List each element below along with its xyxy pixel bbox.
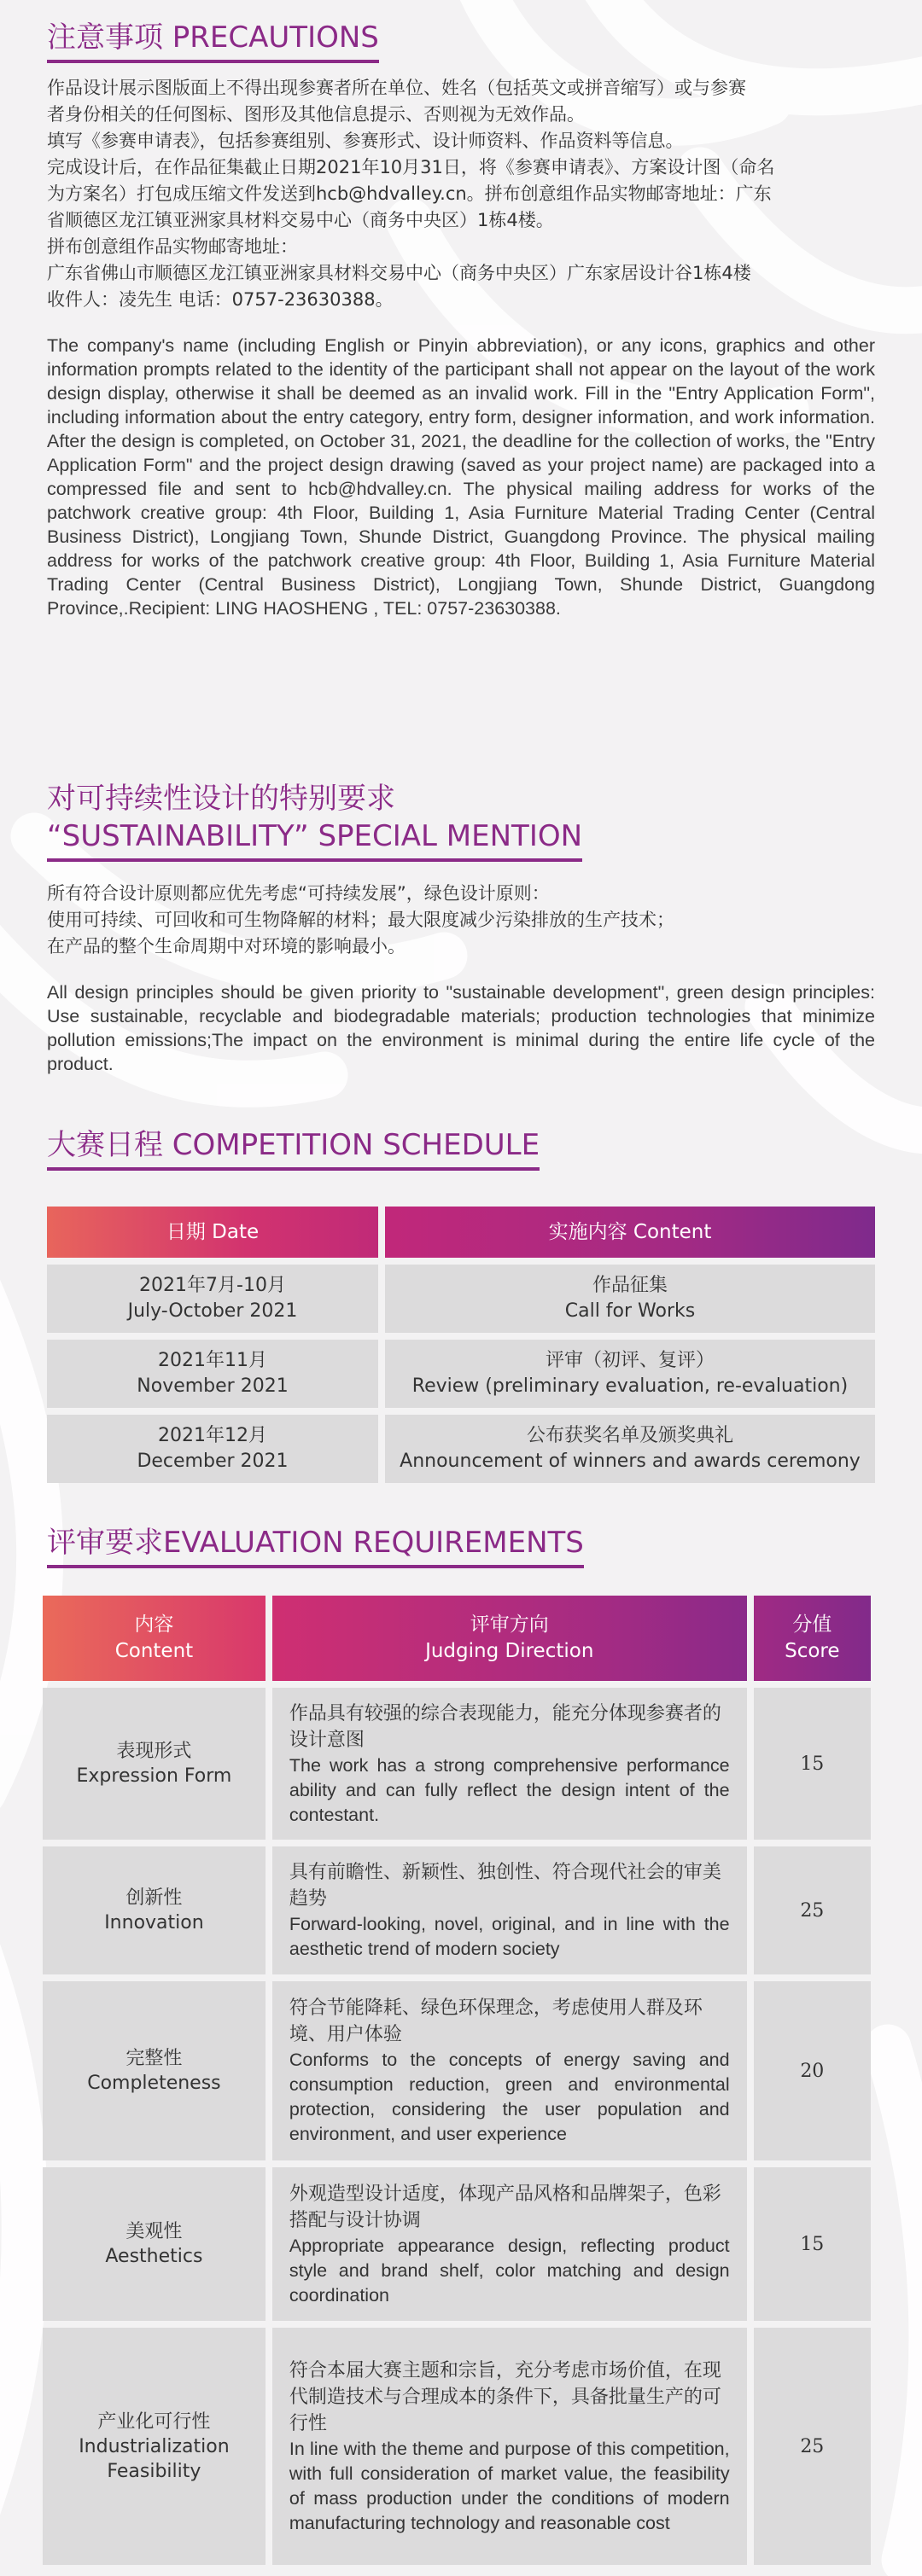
evaluation-name-cn: 产业化可行性 bbox=[97, 2410, 211, 2433]
evaluation-col-content-cn: 内容 bbox=[134, 1614, 174, 1636]
schedule-date-cell bbox=[47, 1340, 378, 1408]
evaluation-col-score-en: Score bbox=[785, 1640, 840, 1662]
schedule-date-en: December 2021 bbox=[137, 1451, 289, 1472]
evaluation-score: 15 bbox=[754, 1688, 871, 1840]
evaluation-row bbox=[43, 2328, 871, 2565]
schedule-content-cn: 评审（初评、复评） bbox=[545, 1350, 715, 1371]
schedule-table bbox=[47, 1207, 875, 1490]
evaluation-name-cell bbox=[43, 1846, 266, 1974]
evaluation-row bbox=[43, 2167, 871, 2321]
evaluation-name-cell bbox=[43, 1688, 266, 1840]
schedule-content-cn: 作品征集 bbox=[592, 1275, 668, 1296]
evaluation-name-cell bbox=[43, 2167, 266, 2321]
evaluation-direction-en: Forward-looking, novel, original, and in line with the aesthetic trend of modern society bbox=[289, 1914, 730, 1959]
evaluation-row bbox=[43, 1846, 871, 1974]
schedule-content-cell bbox=[385, 1415, 875, 1483]
precautions-cn-line: 填写《参赛申请表》，包括参赛组别、参赛形式、设计师资料、作品资料等信息。 bbox=[47, 131, 684, 151]
evaluation-name-cell bbox=[43, 2328, 266, 2565]
evaluation-score: 25 bbox=[754, 2328, 871, 2565]
evaluation-name-cell bbox=[43, 1981, 266, 2160]
evaluation-direction-en: The work has a strong comprehensive performance ability and can fully reflect the design intent of the contestant. bbox=[289, 1754, 730, 1825]
evaluation-direction-cell bbox=[272, 1981, 747, 2160]
schedule-date-cell bbox=[47, 1415, 378, 1483]
schedule-content-en: Review (preliminary evaluation, re-evaluation) bbox=[411, 1375, 849, 1397]
precautions-cn-line: 收件人：凌先生 电话：0757-23630388。 bbox=[47, 289, 394, 310]
evaluation-row bbox=[43, 1688, 871, 1840]
evaluation-direction-cn: 具有前瞻性、新颖性、独创性、符合现代社会的审美趋势 bbox=[289, 1862, 721, 1910]
schedule-date-en: November 2021 bbox=[137, 1375, 289, 1397]
sustainability-cn-line: 使用可持续、可回收和可生物降解的材料；最大限度减少污染排放的生产技术； bbox=[47, 910, 674, 930]
schedule-content-cell bbox=[385, 1340, 875, 1408]
schedule-heading-wrap bbox=[47, 1126, 875, 1171]
evaluation-direction-en: Appropriate appearance design, reflecting product style and brand shelf, color matching and design coordination bbox=[289, 2235, 730, 2306]
sustainability-cn-line: 在产品的整个生命周期中对环境的影响最小。 bbox=[47, 936, 406, 957]
evaluation-name-en: Expression Form bbox=[76, 1765, 232, 1787]
evaluation-name-en: Aesthetics bbox=[105, 2246, 203, 2267]
evaluation-direction-cn: 作品具有较强的综合表现能力，能充分体现参赛者的设计意图 bbox=[289, 1702, 721, 1751]
sustainability-cn-line: 所有符合设计原则都应优先考虑“可持续发展”，绿色设计原则： bbox=[47, 883, 550, 904]
evaluation-name-cn: 美观性 bbox=[125, 2221, 183, 2242]
schedule-col-date: 日期 Date bbox=[47, 1207, 378, 1258]
evaluation-col-content bbox=[43, 1596, 266, 1681]
precautions-cn-line: 作品设计展示图版面上不得出现参赛者所在单位、姓名（包括英文或拼音缩写）或与参赛 bbox=[47, 78, 746, 98]
schedule-header-row bbox=[47, 1207, 875, 1258]
evaluation-direction-cn: 符合节能降耗、绿色环保理念，考虑使用人群及环境、用户体验 bbox=[289, 1997, 703, 2045]
evaluation-score: 20 bbox=[754, 1981, 871, 2160]
evaluation-row bbox=[43, 1981, 871, 2160]
evaluation-col-direction-cn: 评审方向 bbox=[470, 1614, 549, 1636]
evaluation-heading: 评审要求EVALUATION REQUIREMENTS bbox=[47, 1524, 584, 1568]
evaluation-score: 15 bbox=[754, 2167, 871, 2321]
sustainability-cn-text bbox=[47, 881, 875, 960]
schedule-date-cn: 2021年7月-10月 bbox=[139, 1275, 286, 1296]
evaluation-col-score-cn: 分值 bbox=[792, 1614, 832, 1636]
evaluation-col-score bbox=[754, 1596, 871, 1681]
evaluation-col-direction bbox=[272, 1596, 747, 1681]
evaluation-direction-en: In line with the theme and purpose of this competition, with full consideration of market value, the feasibility of mass production under the conditions of modern manufacturing technology and reasonable cost bbox=[289, 2438, 730, 2533]
evaluation-direction-cell bbox=[272, 2328, 747, 2565]
evaluation-score: 25 bbox=[754, 1846, 871, 1974]
sustainability-heading bbox=[47, 780, 582, 862]
evaluation-name-cn: 完整性 bbox=[125, 2048, 183, 2069]
schedule-content-en: Call for Works bbox=[564, 1300, 696, 1322]
schedule-row bbox=[47, 1340, 875, 1408]
precautions-section bbox=[47, 19, 875, 620]
evaluation-direction-en: Conforms to the concepts of energy saving and consumption reduction, green and environmental protection, considering the user population and environment, and user experience bbox=[289, 2050, 730, 2144]
precautions-cn-line: 拼布创意组作品实物邮寄地址： bbox=[47, 236, 298, 257]
evaluation-col-direction-en: Judging Direction bbox=[425, 1640, 594, 1662]
schedule-date-en: July-October 2021 bbox=[127, 1300, 298, 1322]
schedule-heading: 大赛日程 COMPETITION SCHEDULE bbox=[47, 1126, 540, 1171]
precautions-cn-line: 完成设计后，在作品征集截止日期2021年10月31日，将《参赛申请表》、方案设计图（命名 bbox=[47, 157, 775, 177]
sustainability-section bbox=[47, 780, 875, 1076]
evaluation-direction-cell bbox=[272, 1688, 747, 1840]
schedule-date-cell bbox=[47, 1265, 378, 1333]
precautions-heading: 注意事项 PRECAUTIONS bbox=[47, 19, 379, 63]
sustainability-heading-cn: 对可持续性设计的特别要求 bbox=[47, 782, 395, 816]
sustainability-heading-en: “SUSTAINABILITY” SPECIAL MENTION bbox=[47, 819, 583, 853]
schedule-content-cn: 公布获奖名单及颁奖典礼 bbox=[526, 1425, 733, 1446]
precautions-cn-line: 为方案名）打包成压缩文件发送到hcb@hdvalley.cn。拼布创意组作品实物邮寄地址：广东 bbox=[47, 183, 772, 204]
schedule-content-cell bbox=[385, 1265, 875, 1333]
evaluation-direction-cn: 符合本届大赛主题和宗旨，充分考虑市场价值，在现代制造技术与合理成本的条件下，具备批量生产的可行性 bbox=[289, 2359, 721, 2434]
schedule-col-content: 实施内容 Content bbox=[385, 1207, 875, 1258]
precautions-en-text: The company's name (including English or Pinyin abbreviation), or any icons, graphics and other information prompts related to the identity of the participant shall not appear on the layout of the work design display, otherwise it shall be deemed as an invalid work. Fill in the "Entry Application Form", including information about the entry category, entry form, designer information, and work information. After the design is completed, on October 31, 2021, the deadline for the collection of works, the "Entry Application Form" and the project design drawing (saved as your project name) are packaged into a compressed file and sent to hcb@hdvalley.cn. The physical mailing address for works of the patchwork creative group: 4th Floor, Building 1, Asia Furniture Material Trading Center (Central Business District), Longjiang Town, Shunde District, Guangdong Province. The physical mailing address for works of the patchwork creative group: 4th Floor, Building 1, Asia Furniture Material Trading Center (Central Business District), Longjiang Town, Shunde District, Guangdong Province,.Recipient: LING HAOSHENG , TEL: 0757-23630388. bbox=[47, 335, 875, 619]
evaluation-name-en: Completeness bbox=[87, 2073, 221, 2094]
precautions-cn-line: 者身份相关的任何图标、图形及其他信息提示、否则视为无效作品。 bbox=[47, 104, 585, 125]
evaluation-direction-cell bbox=[272, 2167, 747, 2321]
precautions-cn-text bbox=[47, 75, 875, 313]
evaluation-name-en: Innovation bbox=[104, 1912, 204, 1933]
schedule-row bbox=[47, 1265, 875, 1333]
evaluation-name-cn: 表现形式 bbox=[116, 1741, 192, 1762]
evaluation-name-cn: 创新性 bbox=[125, 1887, 183, 1909]
schedule-date-cn: 2021年12月 bbox=[158, 1425, 267, 1446]
schedule-row bbox=[47, 1415, 875, 1483]
precautions-cn-line: 广东省佛山市顺德区龙江镇亚洲家具材料交易中心（商务中央区）广东家居设计谷1栋4楼 bbox=[47, 263, 751, 283]
evaluation-header-row bbox=[43, 1596, 871, 1681]
evaluation-col-content-en: Content bbox=[114, 1640, 194, 1662]
evaluation-direction-cn: 外观造型设计适度，体现产品风格和品牌架子，色彩搭配与设计协调 bbox=[289, 2183, 721, 2231]
evaluation-name-en: Industrialization Feasibility bbox=[79, 2435, 230, 2482]
evaluation-heading-wrap bbox=[47, 1524, 875, 1568]
evaluation-direction-cell bbox=[272, 1846, 747, 1974]
schedule-date-cn: 2021年11月 bbox=[158, 1350, 267, 1371]
evaluation-table bbox=[43, 1596, 871, 2572]
precautions-cn-line: 省顺德区龙江镇亚洲家具材料交易中心（商务中央区）1栋4楼。 bbox=[47, 210, 554, 230]
schedule-content-en: Announcement of winners and awards ceremony bbox=[400, 1451, 861, 1472]
sustainability-en-text: All design principles should be given priority to "sustainable development", green design principles: Use sustainable, recyclable and biodegradable materials; production technologies that minimize pollution emissions;The impact on the environment is minimal during the entire life cycle of the product. bbox=[47, 982, 875, 1074]
